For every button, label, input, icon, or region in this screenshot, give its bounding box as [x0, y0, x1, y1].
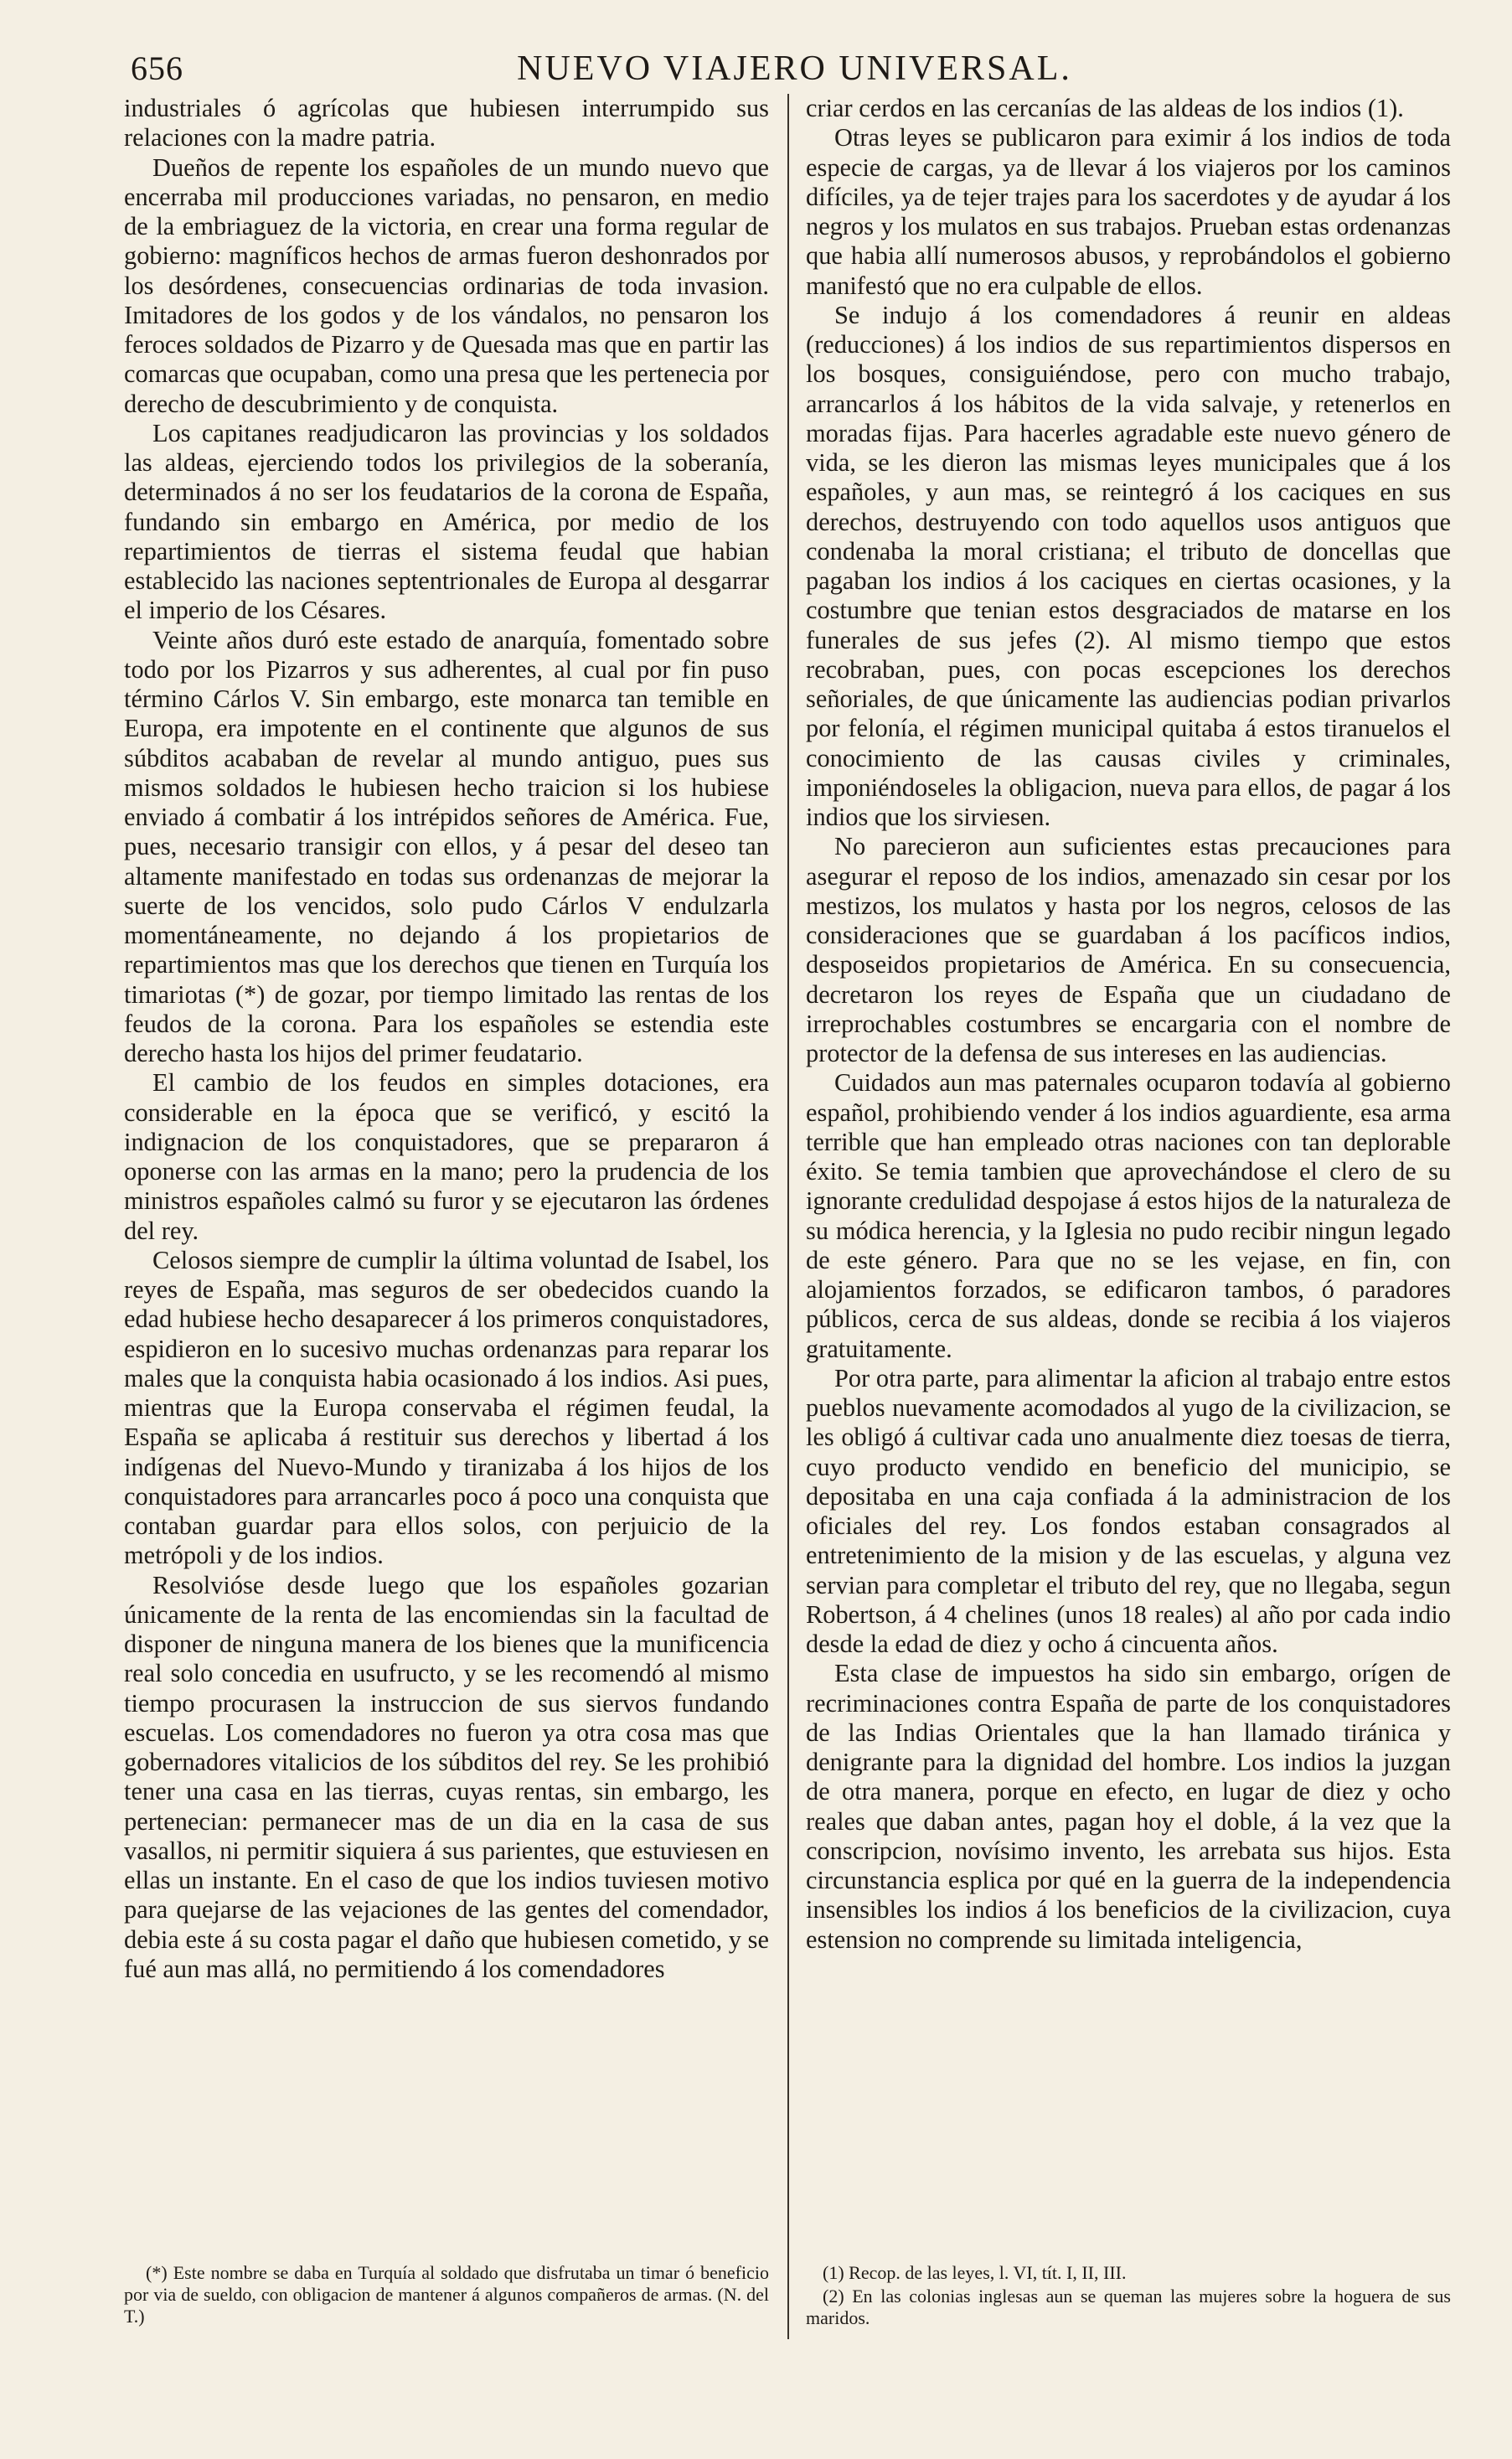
right-footnotes [806, 2262, 1451, 2331]
left-footnotes [124, 2262, 769, 2329]
column-divider [787, 94, 789, 2339]
paragraph: Por otra parte, para alimentar la aficion al trabajo entre estos pueblos nuevamente acomodados al yugo de la civilizacion, se les obligó á cultivar cada uno anualmente diez toesas de tierra, cuyo producto vendido en beneficio del municipio, se depositaba en una caja confiada á la administracion de los oficiales del rey. Los fondos estaban consagrados al entretenimiento de la mision y de las escuelas, y alguna vez servian para completar el tributo del rey, que no llegaba, segun Robertson, á 4 chelines (unos 18 reales) al año por cada indio desde la edad de diez y ocho á cincuenta años. [806, 1363, 1451, 1658]
paragraph: Celosos siempre de cumplir la última voluntad de Isabel, los reyes de España, mas seguros de ser obedecidos cuando la edad hubiese hecho desaparecer á los primeros conquistadores, espidieron en lo sucesivo muchas ordenanzas para reparar los males que la conquista habia ocasionado á los indios. Asi pues, mientras que la Europa conservaba el régimen feudal, la España se aplicaba á restituir sus derechos y libertad á los indígenas del Nuevo-Mundo y tiranizaba á los hijos de los conquistadores para arrancarles poco á poco una conquista que contaban guardar para ellos solos, con perjuicio de la metrópoli y de los indios. [124, 1245, 769, 1570]
page-number: 656 [131, 49, 183, 87]
paragraph: Veinte años duró este estado de anarquía, fomentado sobre todo por los Pizarros y sus adherentes, al cual por fin puso término Cárlos V. Sin embargo, este monarca tan temible en Europa, era impotente en el continente que algunos de sus súbditos acababan de revelar al mundo antiguo, pues sus mismos soldados le hubiesen hecho traicion si los hubiese enviado á combatir á los intrépidos señores de América. Fue, pues, necesario transigir con ellos, y á pesar del deseo tan altamente manifestado en todas sus ordenanzas de mejorar la suerte de los vencidos, solo pudo Cárlos V endulzarla momentáneamente, no dejando á los propietarios de repartimientos mas que los derechos que tienen en Turquía los timariotas (*) de gozar, por tiempo limitado las rentas de los feudos de la corona. Para los españoles se estendia este derecho hasta los hijos del primer feudatario. [124, 625, 769, 1067]
paragraph: Esta clase de impuestos ha sido sin embargo, orígen de recriminaciones contra España de parte de los conquistadores de las Indias Orientales que la han llamado tiránica y denigrante para la dignidad del hombre. Los indios la juzgan de otra manera, porque en efecto, en lugar de diez y ocho reales que daban antes, pagan hoy el doble, á la vez que la conscripcion, novísimo invento, les arrebata sus hijos. Esta circunstancia esplica por qué en la guerra de la independencia insensibles los indios á los beneficios de la civilizacion, cuya estension no comprende su limitada inteligencia, [806, 1659, 1451, 1954]
footnote: (*) Este nombre se daba en Turquía al soldado que disfrutaba un timar ó beneficio por via de sueldo, con obligacion de mantener á algunos compañeros de armas. (N. del T.) [124, 2262, 769, 2327]
paragraph: Dueños de repente los españoles de un mundo nuevo que encerraba mil producciones variadas, no pensaron, en medio de la embriaguez de la victoria, en crear una forma regular de gobierno: magníficos hechos de armas fueron deshonrados por los desórdenes, consecuencias ordinarias de toda invasion. Imitadores de los godos y de los vándalos, no pensaron los feroces soldados de Pizarro y de Quesada mas que en partir las comarcas que ocupaban, como una presa que les pertenecia por derecho de descubrimiento y de conquista. [124, 152, 769, 418]
paragraph: Otras leyes se publicaron para eximir á los indios de toda especie de cargas, ya de llevar á los viajeros por los caminos difíciles, ya de tejer trajes para los sacerdotes y de ayudar á los negros y los mulatos en sus trabajos. Prueban estas ordenanzas que habia allí numerosos abusos, y reprobándolos el gobierno manifestó que no era culpable de ellos. [806, 123, 1451, 300]
running-title: NUEVO VIAJERO UNIVERSAL. [517, 49, 1072, 88]
paragraph: No parecieron aun suficientes estas precauciones para asegurar el reposo de los indios, amenazado sin cesar por los mestizos, los mulatos y hasta por los negros, celosos de las consideraciones que se guardaban á los pacíficos indios, desposeidos propietarios de América. En su consecuencia, decretaron los reyes de España que un ciudadano de irreprochables costumbres se encargaria con el nombre de protector de la defensa de sus intereses en las audiencias. [806, 832, 1451, 1067]
right-column [806, 94, 1451, 1955]
paragraph: Los capitanes readjudicaron las provincias y los soldados las aldeas, ejerciendo todos los privilegios de la soberanía, determinados á no ser los feudatarios de la corona de España, fundando sin embargo en América, por medio de los repartimientos de tierras el sistema feudal que habian establecido las naciones septentrionales de Europa al desgarrar el imperio de los Césares. [124, 418, 769, 625]
left-column [124, 94, 769, 1984]
paragraph: Se indujo á los comendadores á reunir en aldeas (reducciones) á los indios de sus repartimientos dispersos en los bosques, consiguiéndose, pero con mucho trabajo, arrancarlos á los hábitos de la vida salvaje, y retenerlos en moradas fijas. Para hacerles agradable este nuevo género de vida, se les dieron las mismas leyes municipales que á los españoles, y aun mas, se reintegró á los caciques en sus derechos, destruyendo con todo aquellos usos antiguos que condenaba la moral cristiana; el tributo de doncellas que pagaban los indios á los caciques en ciertas ocasiones, y la costumbre que tenian estos desgraciados de matarse en los funerales de sus jefes (2). Al mismo tiempo que estos recobraban, pues, con pocas escepciones los derechos señoriales, de que únicamente las audiencias podian privarlos por felonía, el régimen municipal quitaba á estos tiranuelos el conocimiento de las causas civiles y criminales, imponiéndoseles la obligacion, nueva para ellos, de pagar á los indios que los sirviesen. [806, 300, 1451, 831]
paragraph: industriales ó agrícolas que hubiesen interrumpido sus relaciones con la madre patria. [124, 94, 769, 152]
footnote: (2) En las colonias inglesas aun se queman las mujeres sobre la hoguera de sus maridos. [806, 2286, 1451, 2328]
paragraph: Cuidados aun mas paternales ocuparon todavía al gobierno español, prohibiendo vender á los indios aguardiente, esa arma terrible que han empleado otras naciones con tan deplorable éxito. Se temia tambien que aprovechándose el clero de su ignorante credulidad despojase á estos hijos de la naturaleza de su módica herencia, y la Iglesia no pudo recibir ningun legado de este género. Para que no se les vejase, en fin, con alojamientos forzados, se edificaron tambos, ó paradores públicos, cerca de sus aldeas, donde se recibia á los viajeros gratuitamente. [806, 1068, 1451, 1363]
paragraph: criar cerdos en las cercanías de las aldeas de los indios (1). [806, 94, 1404, 122]
paragraph: Resolvióse desde luego que los españoles gozarian únicamente de la renta de las encomiendas sin la facultad de disponer de ninguna manera de los bienes que la munificencia real solo concedia en usufructo, y se les recomendó al mismo tiempo procurasen la instruccion de sus siervos fundando escuelas. Los comendadores no fueron ya otra cosa mas que gobernadores vitalicios de los súbditos del rey. Se les prohibió tener una casa en las tierras, cuyas rentas, sin embargo, les pertenecian: permanecer mas de un dia en la casa de sus vasallos, ni permitir siquiera á sus parientes, que estuviesen en ellas un instante. En el caso de que los indios tuviesen motivo para quejarse de las vejaciones de las gentes del comendador, debia este á su costa pagar el daño que hubiesen cometido, y se fué aun mas allá, no permitiendo á los comendadores [124, 1570, 769, 1983]
page-header [131, 49, 1458, 92]
footnote: (1) Recop. de las leyes, l. VI, tít. I, II, III. [823, 2262, 1127, 2283]
paragraph: El cambio de los feudos en simples dotaciones, era considerable en la época que se verificó, y escitó la indignacion de los conquistadores, que se prepararon á oponerse con las armas en la mano; pero la prudencia de los ministros españoles calmó su furor y se ejecutaron las órdenes del rey. [124, 1068, 769, 1245]
